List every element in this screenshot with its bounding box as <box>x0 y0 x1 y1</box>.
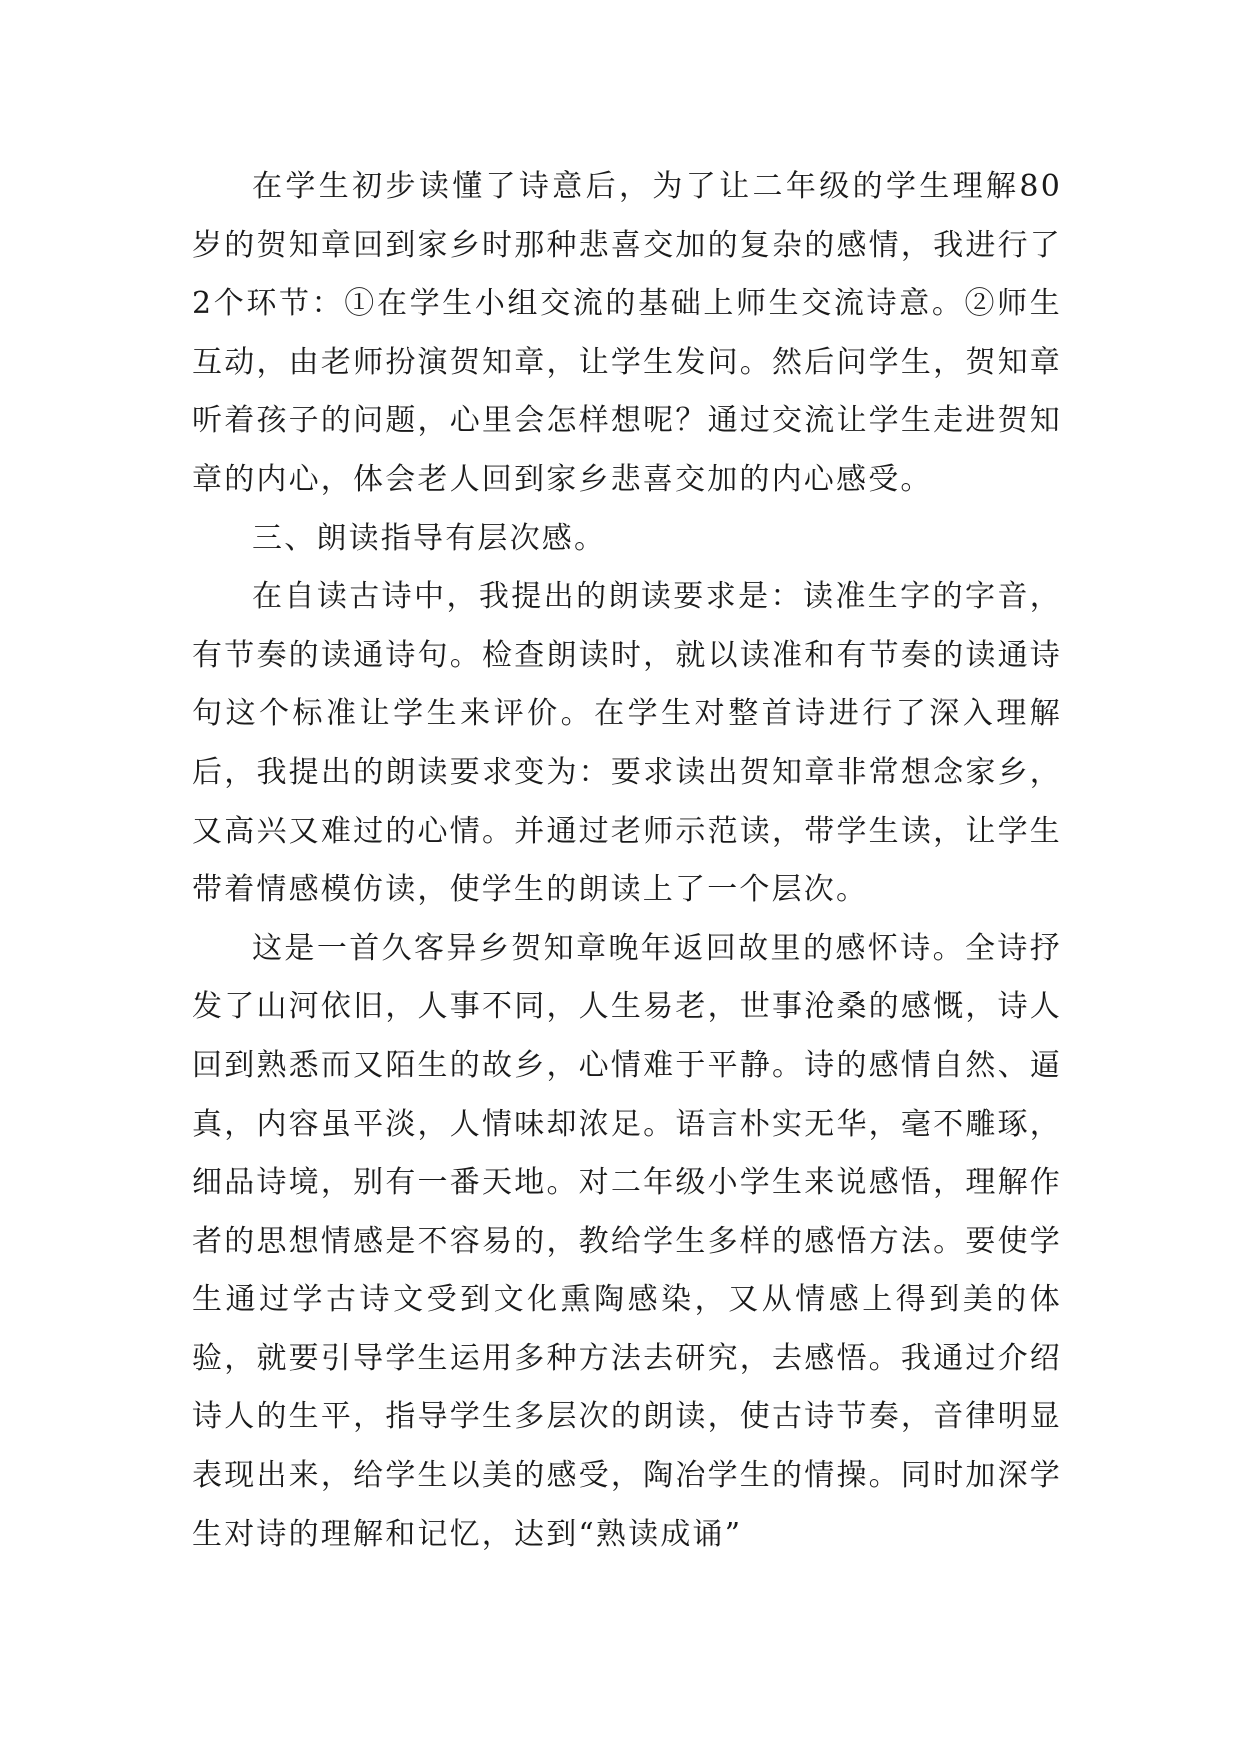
document-body <box>192 158 1062 1564</box>
section-heading: 三、朗读指导有层次感。 <box>252 520 607 556</box>
paragraph-1: 在学生初步读懂了诗意后，为了让二年级的学生理解80岁的贺知章回到家乡时那种悲喜交加的复杂的感情，我进行了2个环节：①在学生小组交流的基础上师生交流诗意。②师生互动，由老师扮演贺知章，让学生发问。然后问学生，贺知章听着孩子的问题，心里会怎样想呢？通过交流让学生走进贺知章的内心，体会老人回到家乡悲喜交加的内心感受。 <box>192 169 1062 497</box>
paragraph-2: 在自读古诗中，我提出的朗读要求是：读准生字的字音，有节奏的读通诗句。检查朗读时，就以读准和有节奏的读通诗句这个标准让学生来评价。在学生对整首诗进行了深入理解后，我提出的朗读要求变为：要求读出贺知章非常想念家乡，又高兴又难过的心情。并通过老师示范读，带学生读，让学生带着情感模仿读，使学生的朗读上了一个层次。 <box>192 579 1062 908</box>
paragraph-3: 这是一首久客异乡贺知章晚年返回故里的感怀诗。全诗抒发了山河依旧，人事不同，人生易老，世事沧桑的感慨，诗人回到熟悉而又陌生的故乡，心情难于平静。诗的感情自然、逼真，内容虽平淡，人情味却浓足。语言朴实无华，毫不雕琢，细品诗境，别有一番天地。对二年级小学生来说感悟，理解作者的思想情感是不容易的，教给学生多样的感悟方法。要使学生通过学古诗文受到文化熏陶感染，又从情感上得到美的体验，就要引导学生运用多种方法去研究，去感悟。我通过介绍诗人的生平，指导学生多层次的朗读，使古诗节奏，音律明显表现出来，给学生以美的感受，陶冶学生的情操。同时加深学生对诗的理解和记忆，达到“熟读成诵” <box>192 930 1062 1552</box>
